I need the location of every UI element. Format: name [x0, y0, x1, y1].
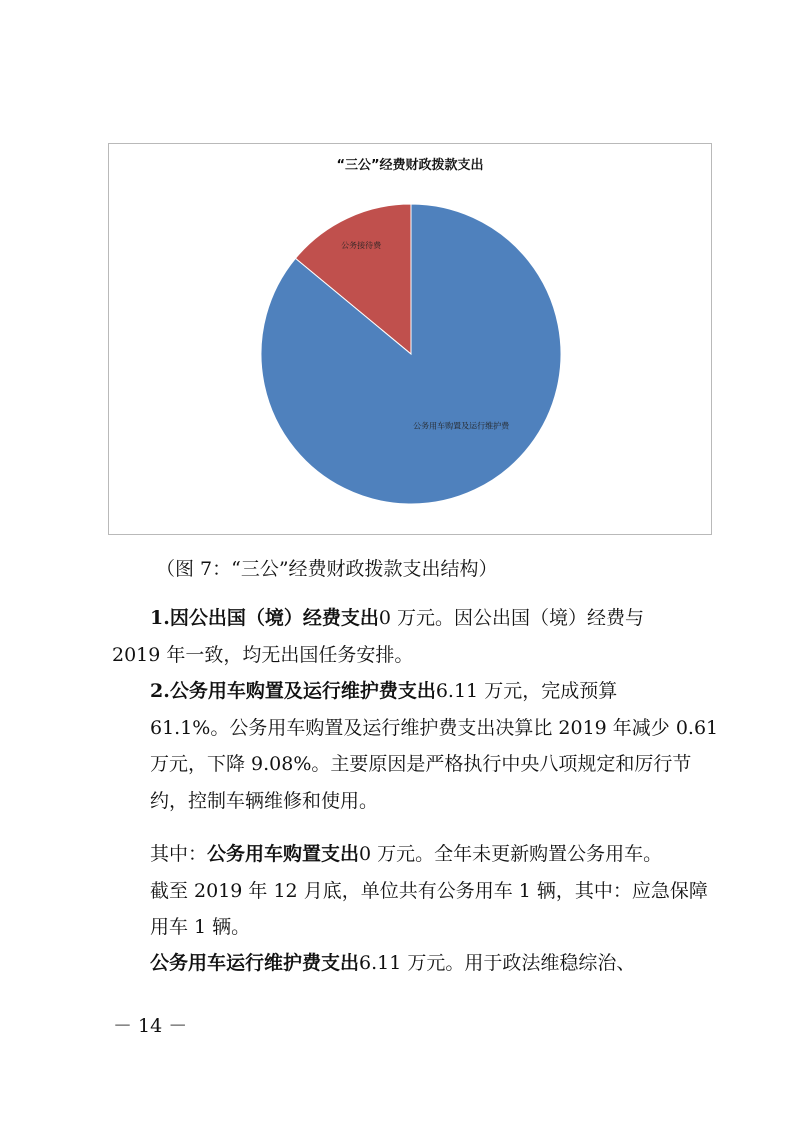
page-number: － 14 － [113, 1015, 188, 1037]
heading-vehicle-purchase: 公务用车购置支出 [207, 843, 360, 865]
pie-chart [109, 144, 713, 536]
heading-vehicle-maintenance: 公务用车运行维护费支出 [150, 952, 360, 974]
pie-label-1: 公务用车购置及运行维护费 [413, 421, 510, 431]
pie-label-0: 公务接待费 [341, 241, 382, 251]
figure-caption: （图 7：“三公”经费财政拨款支出结构） [156, 558, 498, 580]
paragraph-vehicle-purchase: 其中：公务用车购置支出0 万元。全年未更新购置公务用车。 截至 2019 年 12 月底，单位共有公务用车 1 辆，其中：应急保障 用车 1 辆。 [150, 843, 708, 938]
paragraph-overseas-expense: 1.因公出国（境）经费支出0 万元。因公出国（境）经费与 2019 年一致，均无出国任务安排。 [112, 607, 644, 666]
paragraph-vehicle-maintenance: 公务用车运行维护费支出6.11 万元。用于政法维稳综治、 [150, 952, 636, 974]
chart-title: “三公”经费财政拨款支出 [336, 158, 484, 173]
pie-chart-frame [108, 143, 712, 535]
heading-overseas-expense: 1.因公出国（境）经费支出 [150, 607, 379, 629]
heading-vehicle-expense: 2.公务用车购置及运行维护费支出 [150, 680, 436, 702]
paragraph-vehicle-expense: 2.公务用车购置及运行维护费支出6.11 万元，完成预算 61.1%。公务用车购置及运行维护费支出决算比 2019 年减少 0.61 万元，下降 9.08%。主要原因是严格执行中央八项规定和厉行节 约，控制车辆维修和使用。 [150, 680, 719, 812]
